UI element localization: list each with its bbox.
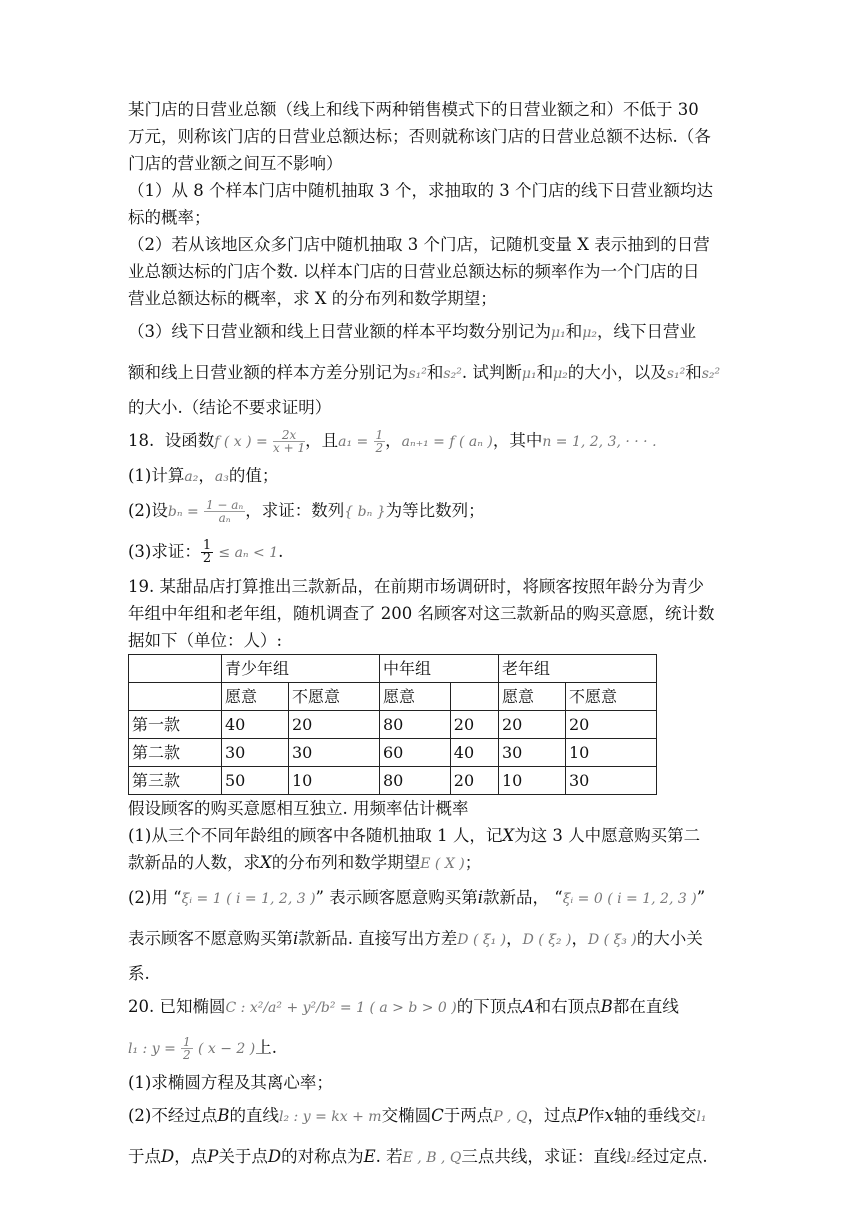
q18-part3-post: . xyxy=(278,542,284,561)
q20-part2-line-2 xyxy=(128,1137,738,1178)
q19-part2-end: ” xyxy=(696,888,706,907)
math-mu2-b: μ₂ xyxy=(553,366,568,382)
table-cell: 10 xyxy=(566,739,657,767)
frac-den-half: 2 xyxy=(375,441,384,455)
q18-part1-sep: ， xyxy=(198,466,215,485)
q19-line-1: 19. 某甜品店打算推出三款新品，在前期市场调研时，将顾客按照年龄分为青少 xyxy=(128,577,704,596)
q20-part2-mid4: 作 xyxy=(588,1106,605,1125)
table-cell: 20 xyxy=(450,767,498,795)
q17-part3b-mid2: 的大小，以及 xyxy=(567,363,667,382)
q17-part2-line-2: 业总额达标的门店个数. 以样本门店的日营业总额达标的频率作为一个门店的日 xyxy=(128,262,700,281)
q19-part2-line-1 xyxy=(128,878,738,919)
q19-part2b-pre: 表示顾客不愿意购买第 xyxy=(128,929,293,948)
q17-and: 和 xyxy=(565,322,583,341)
q18-part2-pre: (2)设 xyxy=(128,501,168,520)
q19-part1-tail: 为这 3 人中愿意购买第二 xyxy=(514,826,701,845)
frac-den-bn: aₙ xyxy=(218,511,231,525)
q18-number: 18. xyxy=(128,431,155,450)
q20-part3-mid5: 三点共线，求证：直线 xyxy=(461,1147,627,1166)
q20-part3-mid: ，点 xyxy=(174,1147,208,1166)
fraction-bn xyxy=(204,499,245,524)
q17-part3-line-2 xyxy=(128,353,738,394)
math-l1-tail: ( x − 2 ) xyxy=(197,1041,256,1057)
math-i: i xyxy=(477,888,484,907)
table-subheader-cell: 愿意 xyxy=(222,683,289,711)
q20-part3-mid2: 关于点 xyxy=(218,1147,268,1166)
q19-part2b-mid: 款新品. 直接写出方差 xyxy=(298,929,458,948)
frac-den-s3: 2 xyxy=(202,551,212,566)
q17-and-4: 和 xyxy=(685,363,702,382)
q19-part2-pre: (2)用 “ xyxy=(128,888,182,907)
q17-part1-line-1: （1）从 8 个样本门店中随机抽取 3 个，求抽取的 3 个门店的线下日营业额均达 xyxy=(128,181,713,200)
q17-and-2: 和 xyxy=(426,363,444,382)
table-cell: 30 xyxy=(222,739,289,767)
q17-part3-text: （3）线下日营业额和线上日营业额的样本平均数分别记为 xyxy=(128,322,551,341)
fraction-2x-over-x-plus-1 xyxy=(273,429,305,454)
table-cell: 40 xyxy=(222,711,289,739)
frac-den: x + 1 xyxy=(273,441,306,455)
q20-and: 和右顶点 xyxy=(534,997,601,1016)
q19-part1b-mid: 的分布列和数学期望 xyxy=(271,853,421,872)
q20-part3-end: 经过定点. xyxy=(636,1147,708,1166)
table-cell: 40 xyxy=(450,739,498,767)
q17-part2-line-3: 营业总额达标的概率，求 X 的分布列和数学期望； xyxy=(128,289,497,308)
table-cell: 50 xyxy=(222,767,289,795)
q18-where: ，其中 xyxy=(492,431,543,450)
q20-part2-mid5: 轴的垂线交 xyxy=(613,1106,697,1125)
math-B-2: B xyxy=(217,1106,230,1125)
q19-part1-line-1 xyxy=(128,822,738,849)
table-cell xyxy=(129,655,222,683)
q18-part1-pre: (1)计算 xyxy=(128,466,185,485)
table-cell: 60 xyxy=(380,739,451,767)
math-l1: l₁ : y = xyxy=(128,1041,176,1057)
q18-part1-post: 的值； xyxy=(228,466,279,485)
q19-part1-pre: (1)从三个不同年龄组的顾客中各随机抽取 1 人，记 xyxy=(128,826,503,845)
frac-num-s3: 1 xyxy=(202,538,212,553)
math-A: A xyxy=(522,997,535,1016)
q20-part3-mid4: . 若 xyxy=(375,1147,403,1166)
table-header-row xyxy=(129,655,657,683)
q17-part3-line-1 xyxy=(128,312,738,353)
math-D-2: D xyxy=(267,1147,282,1166)
math-x: x xyxy=(604,1106,614,1125)
q20-part2-line-1 xyxy=(128,1096,738,1137)
q18-part3 xyxy=(128,532,738,573)
table-cell: 20 xyxy=(499,711,566,739)
q19-part2-mid: ” 表示顾客愿意购买第 xyxy=(315,888,478,907)
table-cell: 第一款 xyxy=(129,711,222,739)
table-row xyxy=(129,711,657,739)
table-cell xyxy=(129,683,222,711)
table-subheader-cell: 愿意 xyxy=(380,683,451,711)
table-cell: 第二款 xyxy=(129,739,222,767)
q17-part3b-text: 额和线上日营业额的样本方差分别记为 xyxy=(128,363,409,382)
q18-intro: 设函数 xyxy=(164,431,215,450)
math-D: D xyxy=(161,1147,175,1166)
math-P-2: P xyxy=(207,1147,219,1166)
table-cell: 80 xyxy=(380,711,451,739)
q19-part2-line-2: 表示顾客不愿意购买第i款新品. 直接写出方差D ( ξ₁ )，D ( ξ₂ )，D ( ξ₃ )的大小关 xyxy=(128,929,703,948)
math-i-2: i xyxy=(293,929,299,948)
math-mu1-b: μ₁ xyxy=(521,366,537,382)
math-a3: a₃ xyxy=(214,469,229,485)
math-fx: f ( x ) = xyxy=(214,434,268,450)
q20-part2-mid: 交椭圆 xyxy=(381,1106,432,1125)
math-n-range: n = 1, 2, 3, · · · . xyxy=(542,434,657,450)
math-l1-short: l₁ xyxy=(696,1109,707,1125)
frac-num: 2x xyxy=(273,429,305,442)
q20-part2-mid3: ，过点 xyxy=(527,1106,577,1125)
q18-part2 xyxy=(128,491,738,532)
q17-line-2: 万元，则称该门店的日营业总额达标；否则就称该门店的日营业总额不达标.（各 xyxy=(128,127,711,146)
table-subheader-cell: 不愿意 xyxy=(566,683,657,711)
q18-and: ，且 xyxy=(305,431,339,450)
q17-part3-line-3: 的大小.（结论不要求证明） xyxy=(128,398,332,417)
q17-part3b-mid: . 试判断 xyxy=(461,363,522,382)
frac-num-bn: 1 − aₙ xyxy=(205,498,244,512)
document-page xyxy=(128,96,738,1178)
q19-line-2: 年组中年组和老年组，随机调查了 200 名顾客对这三款新品的购买意愿，统计数 xyxy=(128,604,715,623)
table-cell: 10 xyxy=(499,767,566,795)
q20-stem xyxy=(128,987,738,1028)
table-subheader-cell: 不愿意 xyxy=(289,683,380,711)
q18-comma: ， xyxy=(385,431,402,450)
math-D2: D ( ξ₂ ) xyxy=(522,932,572,948)
q19-assumption: 假设顾客的购买意愿相互独立. 用频率估计概率 xyxy=(128,799,469,818)
math-l2: l₂ : y = kx + m xyxy=(279,1109,382,1125)
math-mu2: μ₂ xyxy=(582,325,597,341)
q19-part2-line-3: 系. xyxy=(128,964,150,983)
q18-part2-mid: ，求证：数列 xyxy=(245,501,345,520)
q20-part3-pre: 于点 xyxy=(128,1147,161,1166)
q20-shang: 上. xyxy=(255,1038,277,1057)
q20-part1: (1)求椭圆方程及其离心率； xyxy=(128,1073,333,1092)
fraction-l1 xyxy=(181,1036,193,1061)
math-EBQ: E , B , Q xyxy=(402,1150,462,1166)
table-cell: 20 xyxy=(289,711,380,739)
q18-part2-post: 为等比数列； xyxy=(385,501,485,520)
math-bn: bₙ = xyxy=(167,504,199,520)
math-X-2: X xyxy=(260,853,272,872)
table-subheader-row xyxy=(129,683,657,711)
q19-part2-mid2: 款新品， “ xyxy=(483,888,563,907)
table-cell: 30 xyxy=(566,767,657,795)
table-header-cell: 老年组 xyxy=(499,655,657,683)
table-cell: 30 xyxy=(289,739,380,767)
table-row xyxy=(129,767,657,795)
table-cell: 20 xyxy=(566,711,657,739)
q17-line-3: 门店的营业额之间互不影响） xyxy=(128,154,343,173)
table-subheader-cell: 愿意 xyxy=(499,683,566,711)
q17-line-1: 某门店的日营业总额（线上和线下两种销售模式下的日营业额之和）不低于 30 xyxy=(128,100,699,119)
q19-part1-line-2 xyxy=(128,849,738,878)
q19-part2b-post: 的大小关 xyxy=(636,929,703,948)
table-cell: 30 xyxy=(499,739,566,767)
math-D3: D ( ξ₃ ) xyxy=(587,932,637,948)
math-PQ: P , Q xyxy=(493,1109,528,1125)
math-inequality: ≤ aₙ < 1 xyxy=(218,545,279,561)
math-ellipse: C : x²/a² + y²/b² = 1 ( a > b > 0 ) xyxy=(225,1000,457,1016)
q19-part1b-pre: 款新品的人数，求 xyxy=(128,853,260,872)
math-a1: a₁ = xyxy=(338,434,369,450)
q17-part1-line-2: 标的概率； xyxy=(128,208,211,227)
math-X: X xyxy=(502,826,515,845)
q20-pre: 20. 已知椭圆 xyxy=(128,997,226,1016)
q17-and-3: 和 xyxy=(536,363,554,382)
math-s2-b: s₂² xyxy=(701,366,721,382)
table-row xyxy=(129,739,657,767)
math-s1: s₁² xyxy=(408,366,427,382)
math-D1: D ( ξ₁ ) xyxy=(457,932,507,948)
table-cell: 10 xyxy=(289,767,380,795)
q18-part1 xyxy=(128,462,738,491)
math-EX: E ( X ) xyxy=(420,856,465,872)
q18-part3-pre: (3)求证： xyxy=(128,542,201,561)
q20-part2-mid2: 于两点 xyxy=(443,1106,494,1125)
q20-part2-line: 的直线 xyxy=(229,1106,280,1125)
q20-part2-pre: (2)不经过点 xyxy=(128,1106,218,1125)
q20-mid: 的下顶点 xyxy=(456,997,523,1016)
frac-den-l1: 2 xyxy=(183,1048,191,1062)
table-header-cell: 中年组 xyxy=(380,655,499,683)
math-B: B xyxy=(600,997,613,1016)
q18-stem xyxy=(128,421,738,462)
fraction-half-bold xyxy=(201,540,213,565)
q20-post: 都在直线 xyxy=(612,997,679,1016)
math-bseq: { bₙ } xyxy=(344,504,386,520)
table-subheader-cell xyxy=(450,683,498,711)
fraction-one-half xyxy=(374,429,386,454)
math-recurrence: aₙ₊₁ = f ( aₙ ) xyxy=(401,434,493,450)
q17-part2-line-1: （2）若从该地区众多门店中随机抽取 3 个门店，记随机变量 X 表示抽到的日营 xyxy=(128,235,710,254)
table-cell: 20 xyxy=(450,711,498,739)
math-xi-0: ξᵢ = 0 ( i = 1, 2, 3 ) xyxy=(562,891,697,907)
math-a2: a₂ xyxy=(184,469,199,485)
math-mu1: μ₁ xyxy=(551,325,566,341)
q20-part3-mid3: 的对称点为 xyxy=(281,1147,364,1166)
math-xi-1: ξᵢ = 1 ( i = 1, 2, 3 ) xyxy=(181,891,316,907)
table-cell: 第三款 xyxy=(129,767,222,795)
math-l2-short: l₂ xyxy=(626,1150,637,1166)
frac-num-l1: 1 xyxy=(183,1035,191,1049)
q20-line-l1 xyxy=(128,1028,738,1069)
math-P: P xyxy=(576,1106,589,1125)
table-header-cell: 青少年组 xyxy=(222,655,380,683)
survey-table xyxy=(128,654,657,795)
table-cell: 80 xyxy=(380,767,451,795)
q17-part3-tail: ，线下日营业 xyxy=(596,322,696,341)
frac-num-half: 1 xyxy=(375,428,384,442)
math-E: E xyxy=(363,1147,376,1166)
math-s2: s₂² xyxy=(443,366,462,382)
math-s1-b: s₁² xyxy=(666,366,686,382)
math-C: C xyxy=(431,1106,444,1125)
q19-line-3: 据如下（单位：人）: xyxy=(128,631,283,650)
q19-part1b-post: ； xyxy=(464,853,482,872)
